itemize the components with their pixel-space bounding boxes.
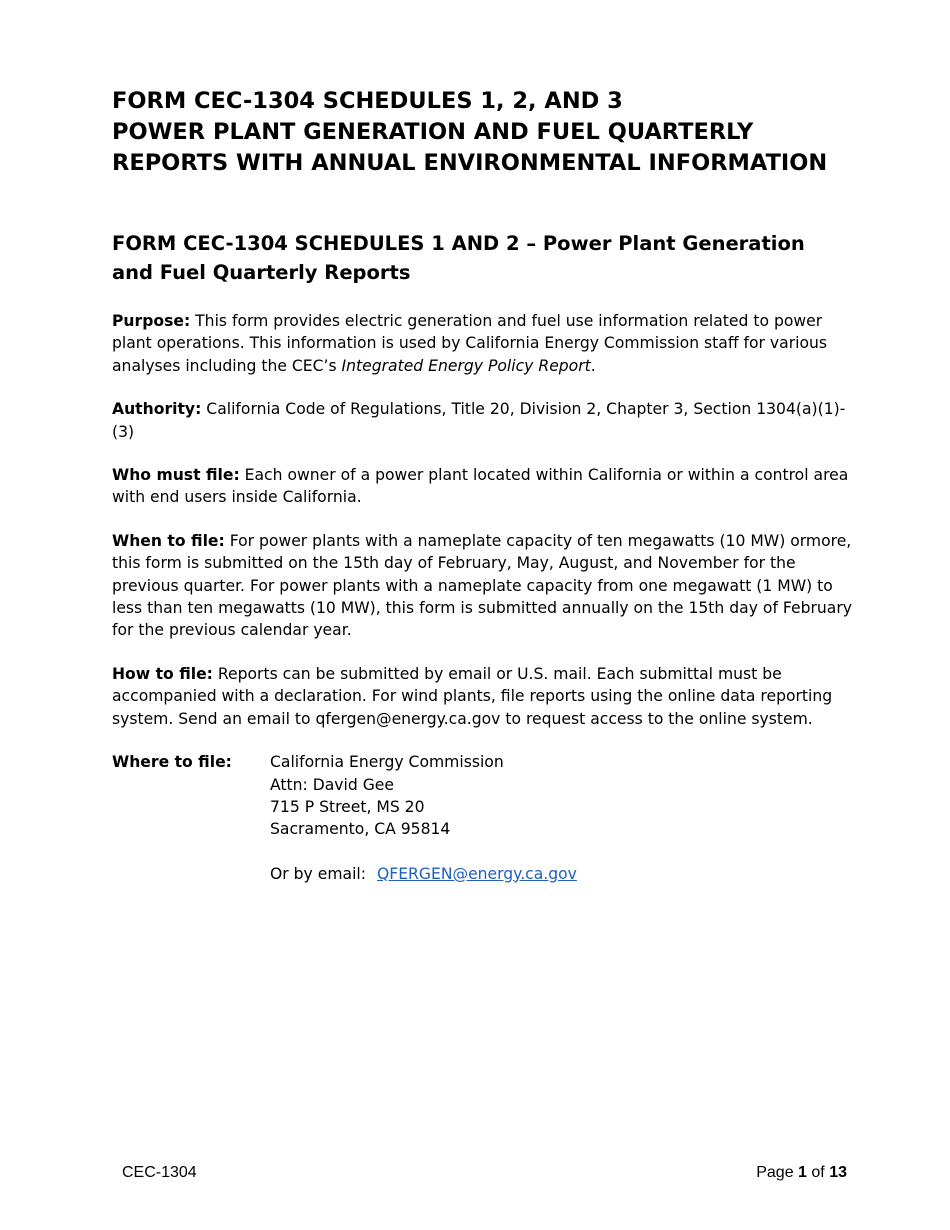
page-number: Page 1 of 13 bbox=[756, 1164, 847, 1181]
address-line: California Energy Commission bbox=[270, 753, 504, 772]
how-text: Reports can be submitted by email or U.S. mail. Each submittal must be accompanied with a declaration. For wind plants, file reports using the online data reporting system. Send an email to qfergen@energy.ca.gov to request access to the online system. bbox=[112, 664, 833, 728]
purpose-text: This form provides electric generation and fuel use information related to power plant operations. This information is used by California Energy Commission staff for various analyses including the CEC’s bbox=[112, 312, 828, 375]
purpose-label: Purpose: bbox=[112, 312, 191, 330]
how-label: How to file: bbox=[112, 664, 213, 683]
who-label: Who must file: bbox=[112, 466, 240, 485]
address-line: 715 P Street, MS 20 bbox=[270, 797, 425, 816]
title-line-2: POWER PLANT GENERATION AND FUEL QUARTERLY bbox=[112, 119, 754, 145]
form-title bbox=[112, 86, 852, 179]
email-prefix: Or by email: bbox=[270, 864, 366, 883]
authority-label: Authority: bbox=[112, 400, 202, 419]
footer-form-id: CEC-1304 bbox=[122, 1164, 197, 1181]
who-text: Each owner of a power plant located within California or within a control area with end users inside California. bbox=[112, 466, 849, 507]
purpose-report-title: Integrated Energy Policy Report bbox=[341, 356, 591, 375]
section-heading: FORM CEC-1304 SCHEDULES 1 AND 2 – Power Plant Generation and Fuel Quarterly Reports bbox=[112, 232, 805, 284]
when-text: For power plants with a nameplate capacity of ten megawatts (10 MW) ormore, this form is submitted on the 15th day of February, May, August, and November for the previous quarter. For power plants with a nameplate capacity from one megawatt (1 MW) to less than ten megawatts (10 MW), this form is submitted annually on the 15th day of February for the previous calendar year. bbox=[112, 531, 852, 640]
title-line-3: REPORTS WITH ANNUAL ENVIRONMENTAL INFORMATION bbox=[112, 150, 828, 176]
title-line-1: FORM CEC-1304 SCHEDULES 1, 2, AND 3 bbox=[112, 88, 623, 114]
email-link[interactable]: QFERGEN@energy.ca.gov bbox=[376, 864, 577, 883]
purpose-period: . bbox=[590, 356, 596, 375]
purpose-paragraph bbox=[112, 310, 852, 377]
document-body bbox=[112, 86, 852, 885]
page-footer bbox=[122, 1164, 847, 1182]
how-paragraph bbox=[112, 663, 852, 730]
email-line bbox=[270, 863, 577, 885]
when-label: When to file: bbox=[112, 531, 225, 550]
when-paragraph bbox=[112, 530, 852, 642]
authority-paragraph bbox=[112, 398, 852, 443]
address-line: Attn: David Gee bbox=[270, 775, 394, 794]
who-paragraph bbox=[112, 464, 852, 509]
where-section bbox=[112, 751, 852, 885]
where-label: Where to file: bbox=[112, 753, 232, 772]
mailing-address bbox=[270, 751, 577, 885]
address-line: Sacramento, CA 95814 bbox=[270, 820, 451, 839]
authority-text: California Code of Regulations, Title 20, Division 2, Chapter 3, Section 1304(a)(1)-(3) bbox=[112, 400, 846, 441]
